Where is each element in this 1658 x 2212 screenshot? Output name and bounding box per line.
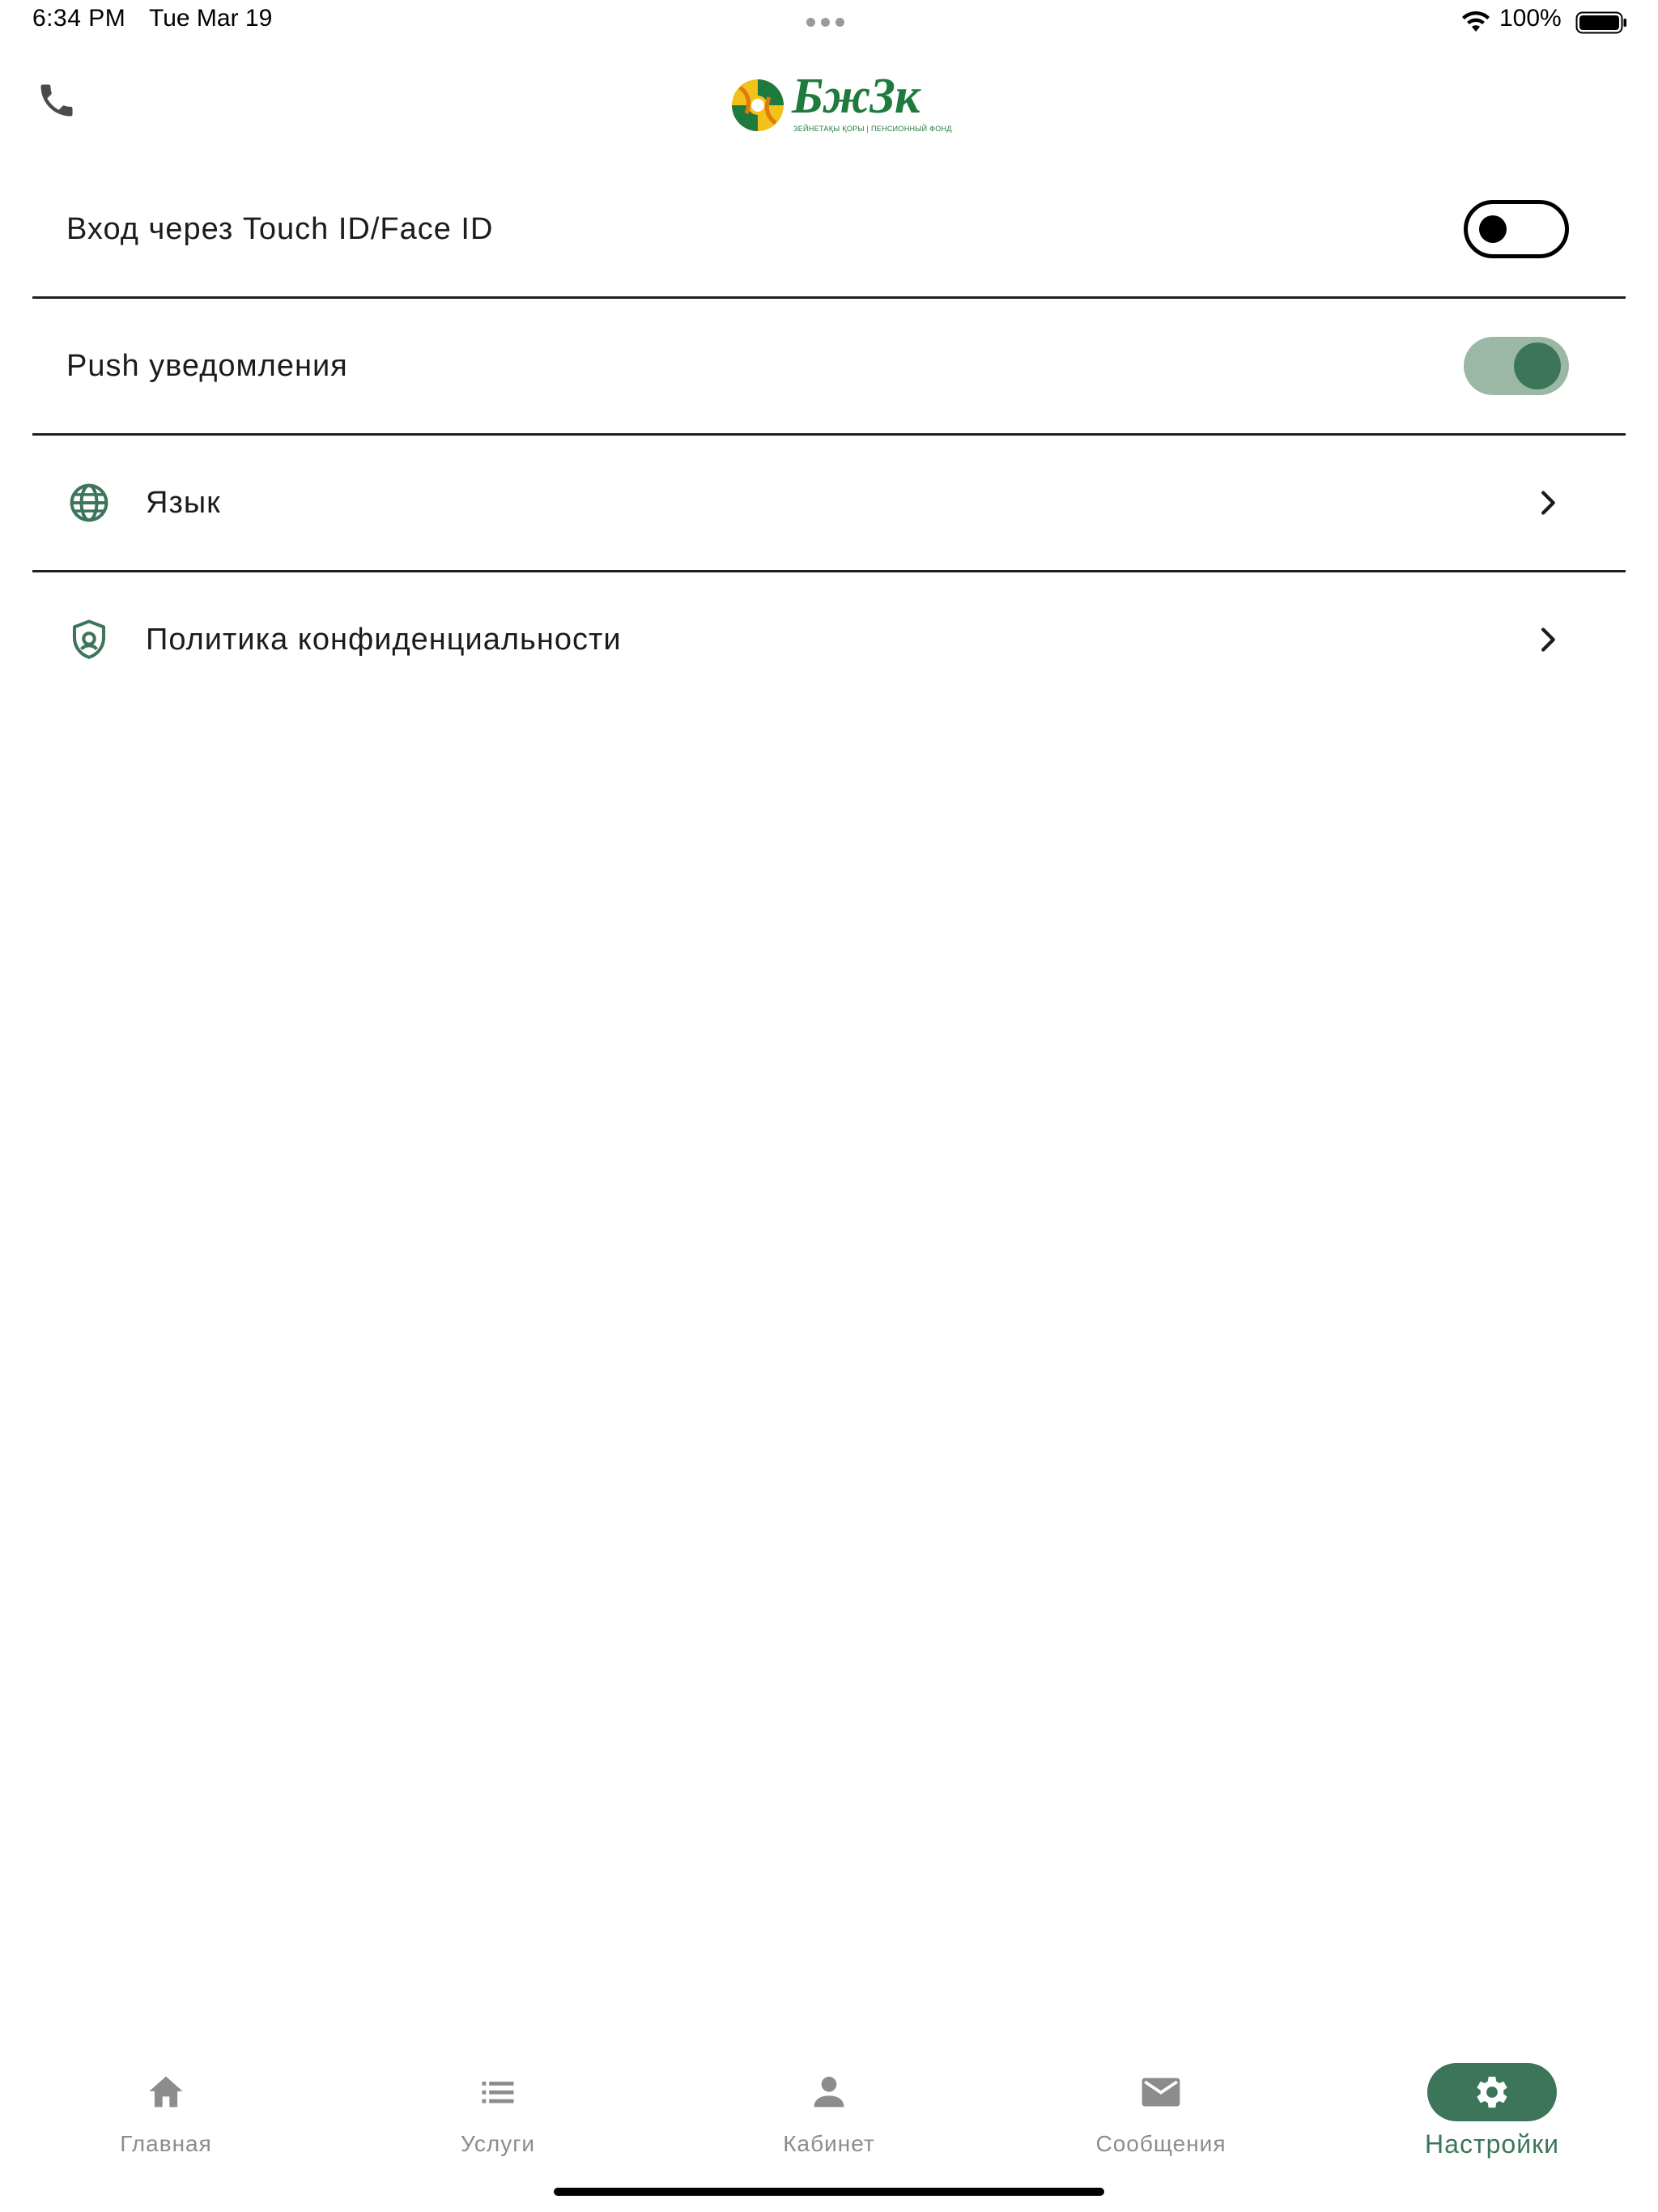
home-indicator[interactable]	[554, 2188, 1104, 2196]
touch-id-label: Вход через Touch ID/Face ID	[66, 211, 494, 246]
company-logo	[729, 66, 952, 136]
settings-row-touch-id	[32, 162, 1626, 299]
language-label: Язык	[146, 485, 221, 520]
settings-row-language[interactable]	[32, 436, 1626, 572]
touch-id-toggle[interactable]	[1464, 200, 1569, 258]
tab-settings[interactable]	[1326, 2048, 1658, 2170]
settings-row-push	[32, 299, 1626, 436]
push-notifications-toggle[interactable]	[1464, 337, 1569, 395]
settings-row-privacy[interactable]	[32, 572, 1626, 707]
multitasking-dots[interactable]	[806, 16, 852, 26]
header	[0, 57, 1658, 146]
wifi-icon	[1460, 10, 1491, 34]
logo-tagline: ЗЕЙНЕТАҚЫ ҚОРЫ | ПЕНСИОННЫЙ ФОНД	[793, 125, 952, 133]
tab-bar	[0, 2048, 1658, 2178]
tab-home[interactable]	[0, 2048, 332, 2170]
chevron-right-icon	[1532, 487, 1564, 519]
tab-messages-label: Сообщения	[1095, 2131, 1226, 2156]
mail-icon	[1138, 2069, 1184, 2115]
tab-settings-label: Настройки	[1425, 2129, 1559, 2159]
logo-emblem-icon	[729, 76, 787, 134]
battery-percent: 100%	[1499, 5, 1562, 32]
globe-icon	[66, 480, 112, 525]
person-icon	[808, 2071, 850, 2113]
tab-services[interactable]	[332, 2048, 664, 2170]
privacy-policy-label: Политика конфиденциальности	[146, 622, 622, 657]
chevron-right-icon	[1532, 623, 1564, 656]
push-notifications-label: Push уведомления	[66, 348, 348, 383]
settings-list	[32, 162, 1626, 707]
shield-icon	[66, 617, 112, 662]
tab-home-label: Главная	[120, 2131, 212, 2156]
toggle-knob	[1479, 215, 1507, 243]
tab-cabinet-label: Кабинет	[783, 2131, 875, 2156]
tab-cabinet[interactable]	[663, 2048, 995, 2170]
status-date: Tue Mar 19	[149, 5, 273, 32]
tab-messages[interactable]	[995, 2048, 1327, 2170]
home-icon	[145, 2071, 187, 2113]
list-icon	[477, 2071, 519, 2113]
status-time: 6:34 PM	[32, 5, 126, 32]
phone-icon	[36, 79, 78, 121]
call-button[interactable]	[32, 76, 81, 125]
tab-services-label: Услуги	[460, 2131, 536, 2156]
status-bar	[0, 0, 1658, 45]
toggle-knob	[1514, 342, 1561, 389]
gear-icon	[1471, 2071, 1513, 2113]
battery-icon	[1575, 11, 1627, 34]
logo-wordmark: БжЗк	[792, 69, 920, 124]
